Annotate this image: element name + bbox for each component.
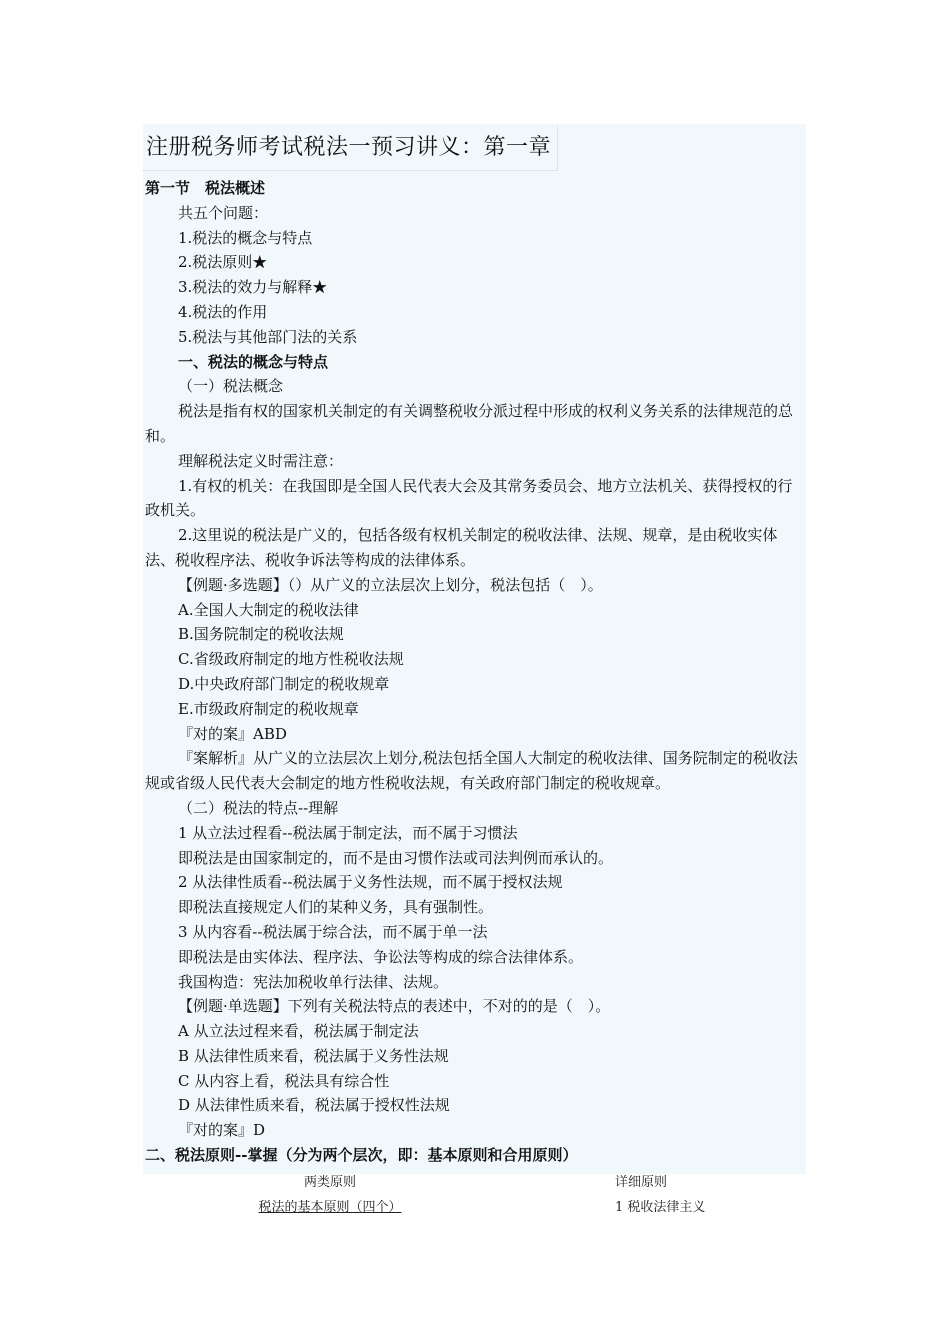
note-intro: 理解税法定义时需注意： bbox=[178, 451, 344, 470]
feature-item: 我国构造：宪法加税收单行法律、法规。 bbox=[178, 972, 449, 991]
definition-paragraph: 税法是指有权的国家机关制定的有关调整税收分派过程中形成的权利义务关系的法律规范的总和。 bbox=[145, 402, 794, 445]
question-option: C.省级政府制定的地方性税收法规 bbox=[178, 650, 404, 669]
question-option: A 从立法过程来看，税法属于制定法 bbox=[178, 1022, 419, 1041]
section-heading: 第一节 税法概述 bbox=[145, 179, 266, 197]
intro-text: 共五个问题： bbox=[178, 203, 269, 222]
table-header-cell: 两类原则 bbox=[303, 1175, 356, 1190]
table-cell: 1 税收法律主义 bbox=[615, 1200, 706, 1215]
document-title: 注册税务师考试税法一预习讲义：第一章 bbox=[143, 126, 558, 171]
topic-item: 1.税法的概念与特点 bbox=[178, 228, 313, 247]
question-option: B 从法律性质来看，税法属于义务性法规 bbox=[178, 1046, 449, 1065]
heading-concept: 一、税法的概念与特点 bbox=[178, 352, 329, 371]
subheading-features: （二）税法的特点--理解 bbox=[178, 798, 339, 817]
question-option: C 从内容上看，税法具有综合性 bbox=[178, 1071, 390, 1090]
topic-item: 4.税法的作用 bbox=[178, 302, 268, 321]
table-header-cell: 详细原则 bbox=[615, 1175, 668, 1190]
table-header-row bbox=[145, 1170, 805, 1195]
feature-item: 即税法直接规定人们的某种义务，具有强制性。 bbox=[178, 898, 494, 917]
note-paragraph: 2.这里说的税法是广义的，包括各级有权机关制定的税收法律、法规、规章，是由税收实体法、税收程序法、税收争诉法等构成的法律体系。 bbox=[145, 526, 778, 569]
answer-text: 『对的案』D bbox=[178, 1121, 266, 1140]
table-row bbox=[145, 1195, 805, 1220]
feature-item: 即税法是由实体法、程序法、争讼法等构成的综合法律体系。 bbox=[178, 947, 584, 966]
feature-item: 3 从内容看--税法属于综合法，而不属于单一法 bbox=[178, 922, 488, 941]
topic-item: 2.税法原则★ bbox=[178, 253, 268, 272]
topic-item: 5.税法与其他部门法的关系 bbox=[178, 327, 358, 346]
question-option: D.中央政府部门制定的税收规章 bbox=[178, 674, 390, 693]
question-multi: 【例题·多选题】（）从广义的立法层次上划分，税法包括（ ）。 bbox=[178, 575, 603, 594]
analysis-paragraph: 『案解析』从广义的立法层次上划分,税法包括全国人大制定的税收法律、国务院制定的税收法规或省级人民代表大会制定的地方性税收法规，有关政府部门制定的税收规章。 bbox=[145, 749, 798, 793]
answer-text: 『对的案』ABD bbox=[178, 724, 287, 743]
feature-item: 2 从法律性质看--税法属于义务性法规，而不属于授权法规 bbox=[178, 873, 563, 892]
principles-table bbox=[145, 1170, 805, 1220]
table-cell: 税法的基本原则（四个） bbox=[258, 1200, 402, 1215]
note-paragraph: 1.有权的机关：在我国即是全国人民代表大会及其常务委员会、地方立法机关、获得授权的行政机关。 bbox=[145, 476, 793, 520]
heading-principles: 二、税法原则--掌握（分为两个层次，即：基本原则和合用原则） bbox=[145, 1146, 578, 1165]
document-body bbox=[145, 176, 805, 1168]
feature-item: 即税法是由国家制定的，而不是由习惯作法或司法判例而承认的。 bbox=[178, 848, 614, 867]
feature-item: 1 从立法过程看--税法属于制定法，而不属于习惯法 bbox=[178, 823, 518, 842]
topic-item: 3.税法的效力与解释★ bbox=[178, 278, 328, 297]
question-single: 【例题·单选题】下列有关税法特点的表述中，不对的的是（ ）。 bbox=[178, 997, 611, 1016]
subheading-concept: （一）税法概念 bbox=[178, 377, 284, 396]
question-option: D 从法律性质来看，税法属于授权性法规 bbox=[178, 1096, 450, 1115]
question-option: B.国务院制定的税收法规 bbox=[178, 625, 344, 644]
question-option: A.全国人大制定的税收法律 bbox=[178, 600, 359, 619]
question-option: E.市级政府制定的税收规章 bbox=[178, 699, 359, 718]
